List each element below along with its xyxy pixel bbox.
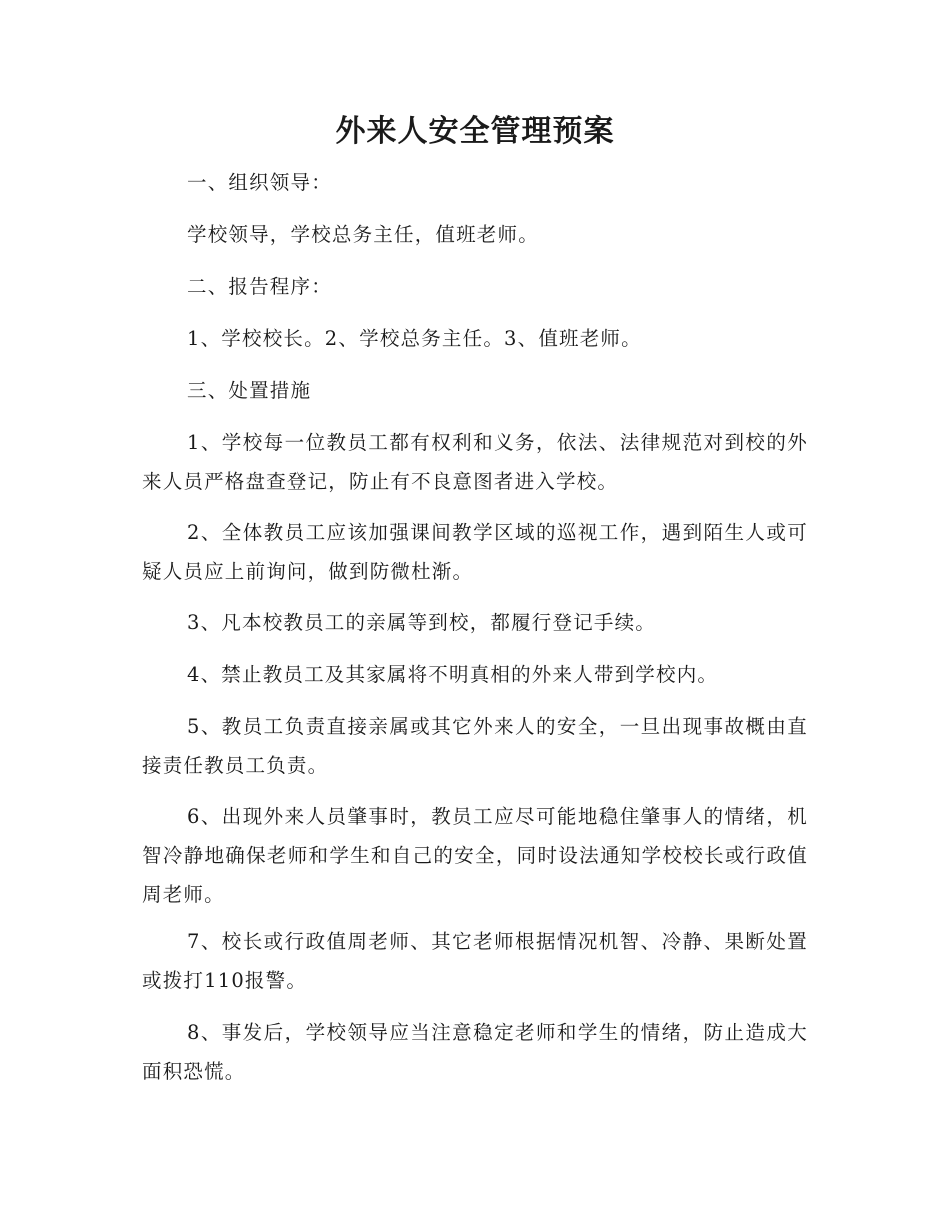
measure-item-1: 1、学校每一位教员工都有权利和义务，依法、法律规范对到校的外来人员严格盘查登记，防止有不良意图者进入学校。 — [142, 431, 808, 493]
measure-item-7: 7、校长或行政值周老师、其它老师根据情况机智、冷静、果断处置或拨打110报警。 — [142, 930, 808, 992]
paragraph-leadership: 学校领导，学校总务主任，值班老师。 — [187, 223, 539, 246]
section-heading-organization: 一、组织领导： — [187, 171, 332, 194]
paragraph-reporting-order: 1、学校校长。2、学校总务主任。3、值班老师。 — [187, 327, 642, 350]
measure-item-2: 2、全体教员工应该加强课间教学区域的巡视工作，遇到陌生人或可疑人员应上前询问，做到防微杜渐。 — [142, 521, 808, 583]
document-title: 外来人安全管理预案 — [335, 114, 615, 149]
section-heading-measures: 三、处置措施 — [187, 379, 312, 402]
measure-item-5: 5、教员工负责直接亲属或其它外来人的安全，一旦出现事故概由直接责任教员工负责。 — [142, 715, 808, 777]
measure-item-6: 6、出现外来人员肇事时，教员工应尽可能地稳住肇事人的情绪，机智冷静地确保老师和学生和自己的安全，同时设法通知学校校长或行政值周老师。 — [142, 805, 808, 906]
measure-item-4: 4、禁止教员工及其家属将不明真相的外来人带到学校内。 — [187, 663, 719, 686]
measure-item-8: 8、事发后，学校领导应当注意稳定老师和学生的情绪，防止造成大面积恐慌。 — [142, 1021, 808, 1083]
section-heading-reporting: 二、报告程序： — [187, 275, 332, 298]
measure-item-3: 3、凡本校教员工的亲属等到校，都履行登记手续。 — [187, 611, 657, 634]
